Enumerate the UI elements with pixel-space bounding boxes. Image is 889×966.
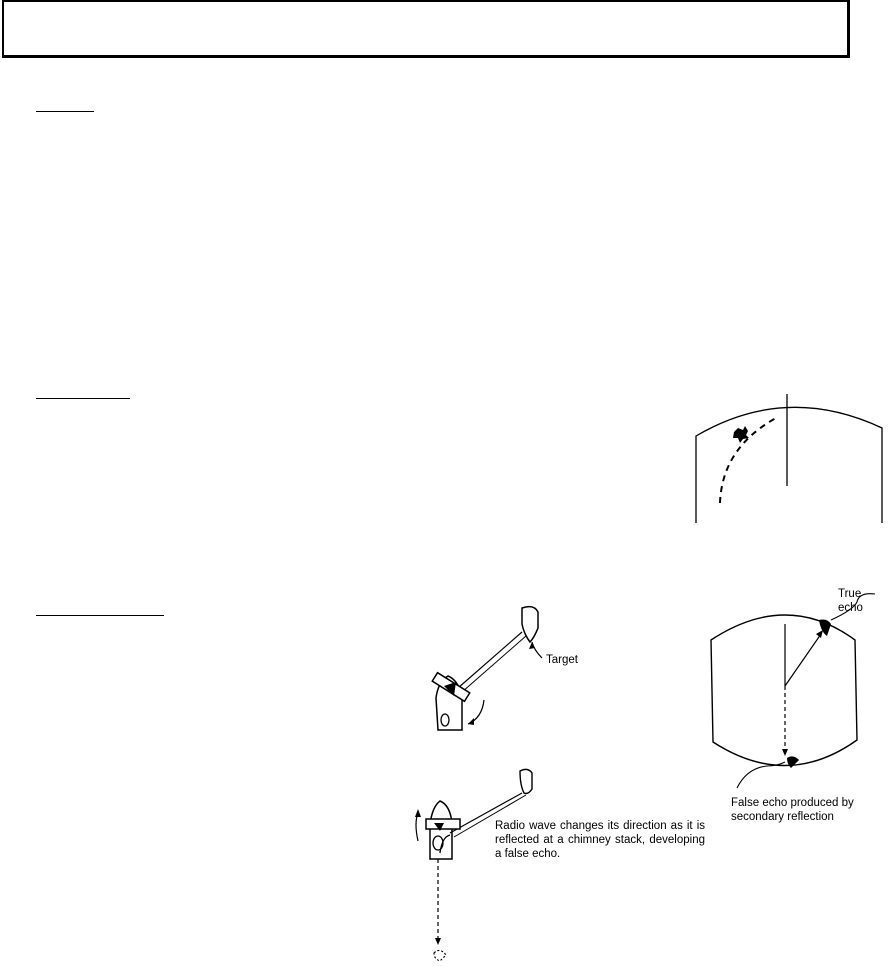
radar-screen-outline xyxy=(711,615,857,766)
false-echo-label: False echo produced by secondary reflection xyxy=(731,797,854,823)
true-echo-label: True echo xyxy=(838,588,863,614)
radar-screen-arc-figure xyxy=(686,388,886,528)
radar-beam-line xyxy=(458,632,522,688)
chimney-stack xyxy=(433,836,443,850)
true-echo-bearing-line xyxy=(785,634,821,686)
dashed-echo-arc xyxy=(720,418,776,503)
ship-funnel xyxy=(441,714,449,726)
rotation-arrow-2 xyxy=(416,813,418,841)
false-echo-blip xyxy=(787,756,799,768)
rotation-arrowhead xyxy=(468,718,474,725)
ship-target-diagram xyxy=(410,600,620,740)
target-pointer-arrow xyxy=(532,642,542,658)
chimney-reflection-caption: Radio wave changes its direction as it is reflected at a chimney stack, developing a false echo. xyxy=(495,820,705,860)
radar-screen-outline xyxy=(696,407,882,523)
section-heading-rule-3 xyxy=(36,615,164,616)
true-echo-bearing-arrowhead xyxy=(816,630,823,638)
target-vessel-2 xyxy=(520,769,532,793)
target-label: Target xyxy=(546,654,578,666)
false-target-ghost xyxy=(434,950,446,961)
rotation-arrowhead-2 xyxy=(415,809,421,817)
target-vessel xyxy=(522,607,538,642)
section-heading-rule-1 xyxy=(36,111,94,112)
section-heading-rule-2 xyxy=(36,398,130,399)
title-box xyxy=(2,0,850,58)
radar-screen-false-echo-figure xyxy=(707,590,887,800)
chimney-reflection-diagram xyxy=(410,765,550,965)
rotation-arrow xyxy=(468,700,484,724)
radar-beam-line-2 xyxy=(462,636,526,692)
false-target-arrowhead xyxy=(435,938,441,945)
false-echo-arrowhead xyxy=(782,749,788,756)
